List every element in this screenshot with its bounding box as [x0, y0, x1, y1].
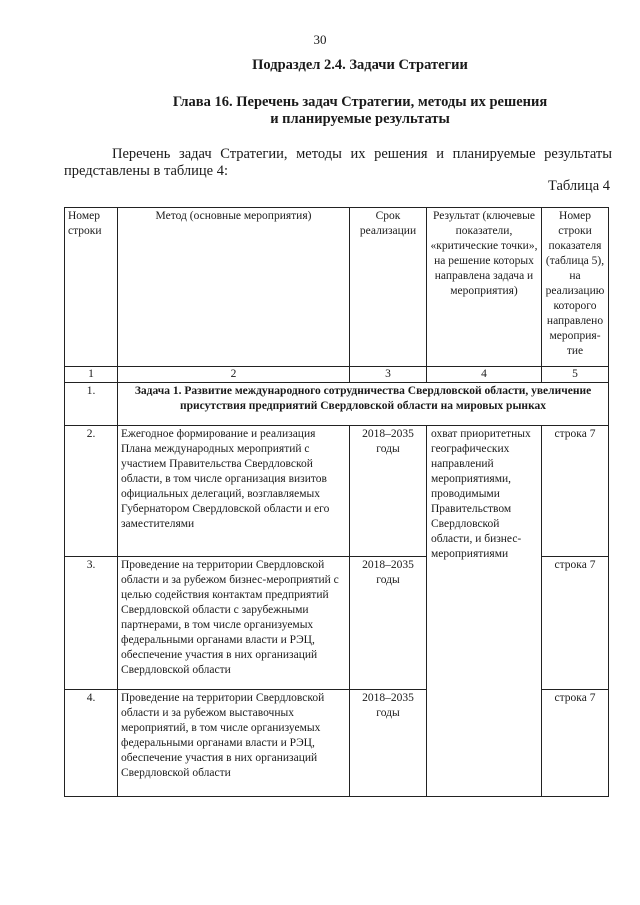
column-numbers-row: [65, 367, 609, 383]
chapter-title: [0, 94, 640, 128]
page-number: 30: [313, 32, 327, 47]
column-number: 2: [118, 367, 350, 383]
row-indicator: строка 7: [542, 690, 609, 797]
subsection-title: Подраздел 2.4. Задачи Стратегии: [252, 57, 468, 73]
row-method: Проведение на территории Свердловской области и за рубежом выставочных мероприятий, в том числе организуемых федеральными органами власти и РЭЦ, обеспечение участия в них организаций Свердловской области: [118, 690, 350, 797]
shared-result: охват приоритетных географических направлений мероприятиями, проводимыми Правительством Свердловской области, и бизнес-мероприятиями: [427, 426, 542, 797]
row-term: 2018–2035 годы: [350, 690, 427, 797]
row-indicator: строка 7: [542, 557, 609, 690]
column-number: 3: [350, 367, 427, 383]
header-row-number: Номер строки: [65, 208, 118, 367]
header-indicator-row: Номер строки показателя (таблица 5), на реализацию которого направлено мероприя-тие: [542, 208, 609, 367]
row-indicator: строка 7: [542, 426, 609, 557]
header-term: Срок реализации: [350, 208, 427, 367]
row-number: 4.: [65, 690, 118, 797]
table-header-row: [65, 208, 609, 367]
task-number: 1.: [65, 383, 118, 426]
table-caption: Таблица 4: [547, 178, 610, 194]
row-number: 3.: [65, 557, 118, 690]
row-method: Ежегодное формирование и реализация Плана международных мероприятий с участием Правительства Свердловской области, в том числе организация визитов официальных делегаций, возглавляемых Губернатором Свердловской области и его заместителями: [118, 426, 350, 557]
row-term: 2018–2035 годы: [350, 557, 427, 690]
row-number: 2.: [65, 426, 118, 557]
task-title: Задача 1. Развитие международного сотрудничества Свердловской области, увеличение присутствия предприятий Свердловской области на мировых рынках: [118, 383, 609, 426]
column-number: 1: [65, 367, 118, 383]
column-number: 4: [427, 367, 542, 383]
header-result: Результат (ключевые показатели, «критические точки», на решение которых направлена задача и мероприятия): [427, 208, 542, 367]
header-method: Метод (основные мероприятия): [118, 208, 350, 367]
table-row: [65, 426, 609, 557]
row-term: 2018–2035 годы: [350, 426, 427, 557]
column-number: 5: [542, 367, 609, 383]
chapter-title-line1: Глава 16. Перечень задач Стратегии, методы их решения: [172, 94, 548, 110]
task-row: [65, 383, 609, 426]
tasks-table: [64, 207, 609, 797]
chapter-title-line2: и планируемые результаты: [270, 111, 450, 127]
intro-paragraph: Перечень задач Стратегии, методы их решения и планируемые результаты представлены в таблице 4:: [64, 146, 612, 179]
row-method: Проведение на территории Свердловской области и за рубежом бизнес-мероприятий с целью содействия контактам предприятий Свердловской области с зарубежными партнерами, в том числе организуемых федеральными органами власти и РЭЦ, обеспечение участия в них организаций Свердловской области: [118, 557, 350, 690]
